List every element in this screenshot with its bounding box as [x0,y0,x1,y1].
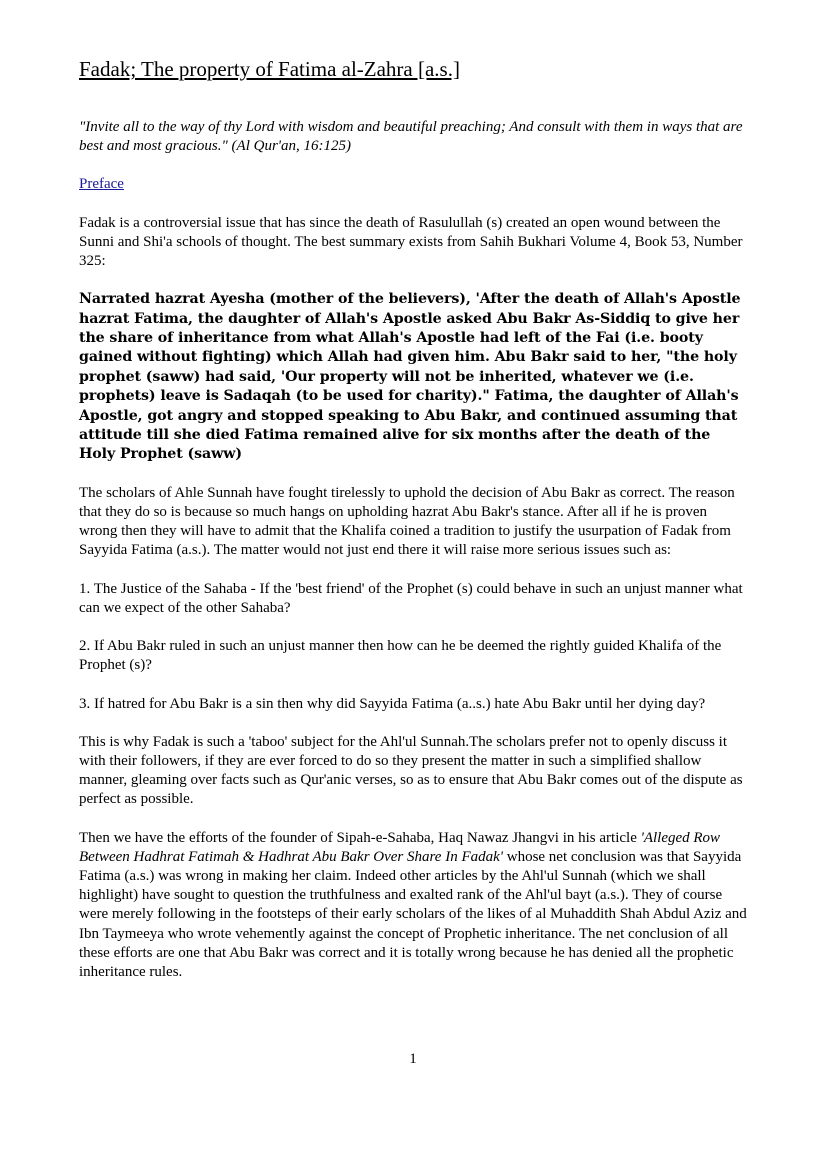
efforts-text-start: Then we have the efforts of the founder of Sipah-e-Sahaba, Haq Nawaz Jhangvi in his article [79,829,641,846]
hadith-narration: Narrated hazrat Ayesha (mother of the believers), 'After the death of Allah's Apostle hazrat Fatima, the daughter of Allah's Apostle asked Abu Bakr As-Siddiq to give her the share of inheritance from what Allah's Apostle had left of the Fai (i.e. booty gained without fighting) which Allah had given him. Abu Bakr said to her, "the holy prophet (saww) had said, 'Our property will not be inherited, whatever we (i.e. prophets) leave is Sadaqah (to be used for charity)." Fatima, the daughter of Allah's Apostle, got angry and stopped speaking to Abu Bakr, and continued assuming that attitude till she died Fatima remained alive for six months after the death of the Holy Prophet (saww) [79,291,741,463]
efforts-paragraph [79,829,747,983]
quran-quote: "Invite all to the way of thy Lord with wisdom and beautiful preaching; And consult with them in ways that are best and most gracious." (Al Qur'an, 16:125) [79,119,743,155]
document-title: Fadak; The property of Fatima al-Zahra [a.s.] [79,57,460,81]
article-title: 'Alleged Row Between Hadhrat Fatimah & Hadhrat Abu Bakr Over Share In Fadak' [79,829,721,865]
preface-link[interactable]: Preface [79,176,124,193]
scholars-paragraph: The scholars of Ahle Sunnah have fought tirelessly to uphold the decision of Abu Bakr as correct. The reason that they do so is because so much hangs on upholding hazrat Abu Bakr's stance. After all if he is proven wrong then they will have to admit that the Khalifa coined a tradition to justify the usurpation of Fadak from Sayyida Fatima (a.s.). The matter would not just end there it will raise more serious issues such as: [79,484,735,559]
intro-paragraph: Fadak is a controversial issue that has since the death of Rasulullah (s) created an open wound between the Sunni and Shi'a schools of thought. The best summary exists from Sahih Bukhari Volume 4, Book 53, Number 325: [79,214,743,270]
document-page [79,56,747,1001]
efforts-text-rest: whose net conclusion was that Sayyida Fatima (a.s.) was wrong in making her claim. Indeed other articles by the Ahl'ul Sunnah (which we shall highlight) have sought to question the truthfulness and exalted rank of the Ahl'ul bayt (a.s.). They of course were merely following in the footsteps of their early scholars of the likes of al Muhaddith Shah Abdul Aziz and Ibn Taymeeya who wrote vehemently against the concept of Prophetic inheritance. The net conclusion of all these efforts are one that Abu Bakr was correct and it is totally wrong because he has denied all the prophetic inheritance rules. [79,848,747,980]
page-number: 1 [409,1051,417,1067]
point-2: 2. If Abu Bakr ruled in such an unjust manner then how can he be deemed the rightly guided Khalifa of the Prophet (s)? [79,638,722,674]
point-1: 1. The Justice of the Sahaba - If the 'best friend' of the Prophet (s) could behave in such an unjust manner what can we expect of the other Sahaba? [79,580,743,616]
taboo-paragraph: This is why Fadak is such a 'taboo' subject for the Ahl'ul Sunnah.The scholars prefer not to openly discuss it with their followers, if they are ever forced to do so they present the matter in such a simplified shallow manner, gleaming over facts such as Qur'anic verses, so as to ensure that Abu Bakr comes out of the dispute as perfect as possible. [79,733,743,808]
point-3: 3. If hatred for Abu Bakr is a sin then why did Sayyida Fatima (a..s.) hate Abu Bakr until her dying day? [79,695,706,712]
